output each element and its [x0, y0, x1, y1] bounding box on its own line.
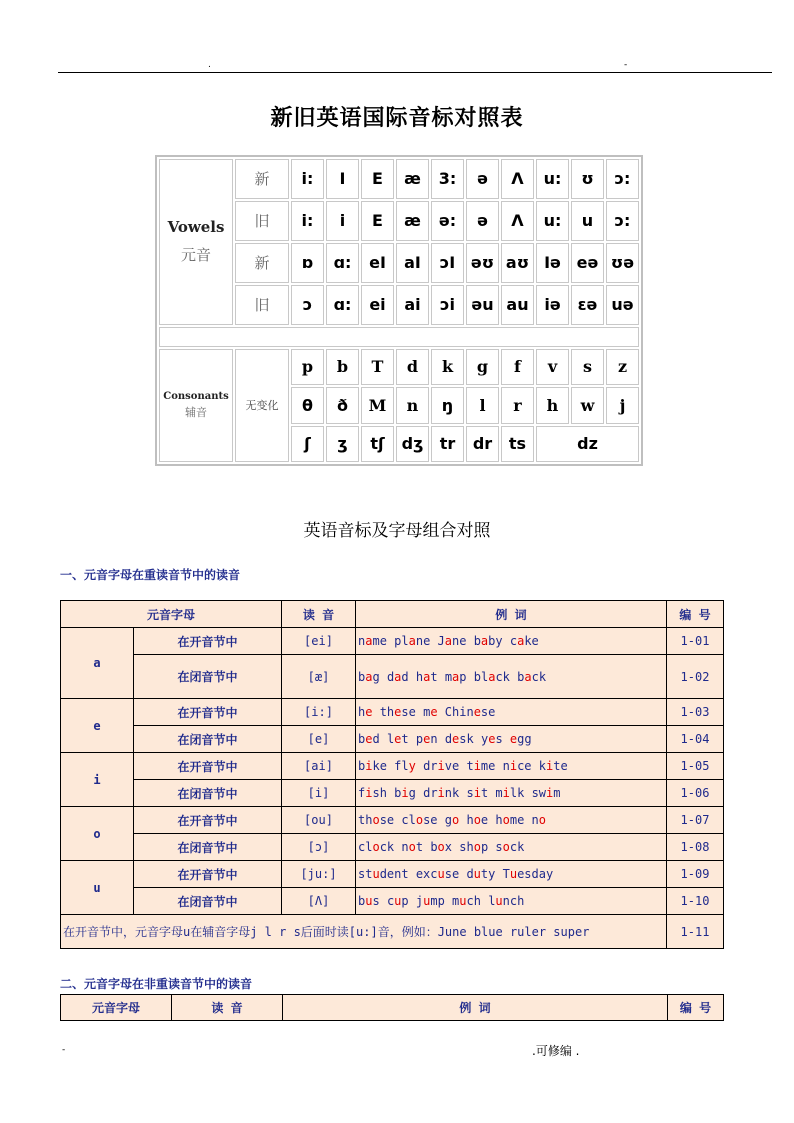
table-row: [61, 780, 724, 807]
example-word: home: [495, 813, 525, 827]
ipa-cell: au: [501, 285, 534, 325]
example-word: Tuesday: [502, 867, 554, 881]
example-word: nice: [502, 759, 532, 773]
example-word: bike: [358, 759, 387, 773]
ipa-cell: l: [466, 387, 499, 423]
example-word: fly: [394, 759, 416, 773]
highlighted-vowel: i: [473, 786, 481, 800]
syllable-condition: 在开音节中: [134, 628, 282, 655]
ipa-cell: əu: [466, 285, 499, 325]
example-word: sock: [495, 840, 525, 854]
table-row: [61, 807, 724, 834]
example-words: [356, 628, 667, 655]
col-header-phonetic: 读 音: [172, 995, 283, 1021]
highlighted-vowel: e: [473, 705, 481, 719]
highlighted-vowel: o: [502, 813, 510, 827]
ipa-cell: r: [501, 387, 534, 423]
syllable-condition: 在开音节中: [134, 861, 282, 888]
vowels-label-en: Vowels: [167, 218, 225, 237]
ipa-cell: ɑ:: [326, 285, 359, 325]
example-word: drive: [423, 759, 460, 773]
row-number: 1-05: [667, 753, 724, 780]
highlighted-vowel: u: [495, 894, 503, 908]
example-word: bed: [358, 732, 380, 746]
example-word: shop: [459, 840, 489, 854]
ipa-cell: 3:: [431, 159, 464, 199]
highlighted-vowel: a: [517, 634, 525, 648]
highlighted-vowel: i: [546, 786, 554, 800]
section-subtitle: 英语音标及字母组合对照: [303, 521, 491, 541]
highlighted-vowel: o: [473, 840, 481, 854]
ipa-cell: ei: [361, 285, 394, 325]
ipa-cell: ɔ:: [606, 159, 639, 199]
highlighted-vowel: e: [394, 705, 402, 719]
ipa-cell: iə: [536, 285, 569, 325]
table-row: [61, 726, 724, 753]
example-word: back: [517, 669, 547, 684]
highlighted-vowel: e: [488, 732, 496, 746]
highlighted-vowel: e: [430, 705, 438, 719]
highlighted-vowel: e: [394, 732, 402, 746]
table-header-row: [61, 995, 724, 1021]
example-word: student: [358, 867, 409, 881]
ipa-cell: dr: [466, 426, 499, 463]
table-row: [61, 861, 724, 888]
ipa-cell: u:: [536, 201, 569, 241]
example-word: cake: [509, 634, 539, 648]
example-word: fish: [358, 786, 387, 800]
syllable-condition: 在闭音节中: [134, 780, 282, 807]
example-word: he: [358, 705, 373, 719]
ipa-cell: eə: [571, 243, 604, 283]
ipa-cell: dʒ: [396, 426, 429, 463]
table-row: [61, 628, 724, 655]
highlighted-vowel: a: [524, 669, 532, 684]
highlighted-vowel: i: [365, 786, 373, 800]
ipa-cell: ʃ: [291, 426, 324, 463]
example-words: [356, 726, 667, 753]
example-words: [356, 753, 667, 780]
ipa-cell: aI: [396, 243, 429, 283]
phonetic-symbol: [Λ]: [282, 888, 356, 915]
ipa-cell: Λ: [501, 201, 534, 241]
highlighted-vowel: u: [509, 867, 518, 881]
vowel-letter: a: [61, 628, 134, 699]
ipa-cell: ɛə: [571, 285, 604, 325]
example-word: dad: [386, 669, 409, 684]
example-word: yes: [480, 732, 503, 746]
row-number: 1-03: [667, 699, 724, 726]
example-word: clock: [358, 840, 395, 854]
highlighted-vowel: a: [408, 634, 416, 648]
example-word: milk: [495, 786, 525, 800]
highlighted-vowel: e: [365, 732, 373, 746]
example-words: [356, 780, 667, 807]
highlighted-vowel: a: [480, 634, 489, 648]
example-word: desk: [444, 732, 474, 746]
vowel-letter: e: [61, 699, 134, 753]
ipa-cell: g: [466, 349, 499, 385]
vowel-letter: u: [61, 861, 134, 915]
example-word: go: [444, 813, 460, 827]
example-word: name: [358, 634, 387, 648]
old-label: 旧: [235, 201, 289, 241]
ipa-cell: æ: [396, 159, 429, 199]
ipa-cell: ʒ: [326, 426, 359, 463]
example-word: me: [423, 705, 438, 719]
highlighted-vowel: u: [473, 867, 481, 881]
note-cell: 在开音节中，元音字母u在辅音字母j l r s后面时读[u:]音，例如：June blue ruler super: [61, 915, 667, 949]
example-word: drink: [423, 786, 460, 800]
no-change-label: 无变化: [235, 349, 289, 462]
stressed-vowel-table: [60, 600, 724, 949]
highlighted-vowel: a: [365, 634, 373, 648]
ipa-cell: i: [326, 201, 359, 241]
table-header-row: [61, 601, 724, 628]
unstressed-vowel-table: [60, 994, 724, 1021]
ipa-cell: ə: [466, 201, 499, 241]
ipa-cell: ts: [501, 426, 534, 463]
example-word: pen: [415, 732, 438, 746]
table-row: [61, 834, 724, 861]
ipa-chart: [155, 155, 643, 466]
example-word: black: [473, 669, 510, 684]
highlighted-vowel: u: [372, 867, 380, 881]
ipa-cell: T: [361, 349, 394, 385]
example-word: egg: [509, 732, 532, 746]
ipa-cell: M: [361, 387, 394, 423]
table-row: [61, 699, 724, 726]
ipa-cell: θ: [291, 387, 324, 423]
highlighted-vowel: o: [372, 840, 380, 854]
ipa-cell: d: [396, 349, 429, 385]
example-words: [356, 888, 667, 915]
ipa-cell: I: [326, 159, 359, 199]
ipa-cell: s: [571, 349, 604, 385]
row-number: 1-01: [667, 628, 724, 655]
ipa-cell: Iə: [536, 243, 569, 283]
footer-left-mark: -: [62, 1045, 66, 1055]
phonetic-symbol: [ei]: [282, 628, 356, 655]
col-header-examples: 例 词: [356, 601, 667, 628]
ipa-cell: n: [396, 387, 429, 423]
row-number: 1-02: [667, 655, 724, 699]
example-word: these: [379, 705, 416, 719]
ipa-cell: tʃ: [361, 426, 394, 463]
example-word: hat: [415, 669, 438, 684]
highlighted-vowel: o: [408, 840, 416, 854]
ipa-cell: ʊə: [606, 243, 639, 283]
example-word: swim: [531, 786, 561, 800]
phonetic-symbol: [ou]: [282, 807, 356, 834]
ipa-cell: ə: [466, 159, 499, 199]
page-title: 新旧英语国际音标对照表: [270, 106, 524, 131]
highlighted-vowel: e: [452, 732, 460, 746]
ipa-cell: æ: [396, 201, 429, 241]
row-number: 1-08: [667, 834, 724, 861]
ipa-chart-table: [157, 157, 641, 464]
example-words: [356, 807, 667, 834]
highlighted-vowel: u: [423, 894, 431, 908]
example-word: close: [401, 813, 438, 827]
ipa-cell: ʊ: [571, 159, 604, 199]
ipa-cell: f: [501, 349, 534, 385]
header-left-mark: .: [208, 60, 211, 70]
row-number: 1-07: [667, 807, 724, 834]
highlighted-vowel: e: [423, 732, 431, 746]
highlighted-vowel: o: [502, 840, 510, 854]
col-header-number: 编 号: [667, 601, 724, 628]
syllable-condition: 在开音节中: [134, 753, 282, 780]
ipa-cell: ə:: [431, 201, 464, 241]
highlighted-vowel: u: [437, 867, 445, 881]
highlighted-vowel: e: [365, 705, 373, 719]
example-words: [356, 655, 667, 699]
syllable-condition: 在闭音节中: [134, 726, 282, 753]
phonetic-symbol: [i:]: [282, 699, 356, 726]
ipa-cell: i:: [291, 201, 324, 241]
example-word: map: [444, 669, 467, 684]
highlighted-vowel: o: [415, 813, 424, 827]
example-word: sit: [466, 786, 489, 800]
highlighted-vowel: i: [546, 759, 554, 773]
ipa-cell: E: [361, 159, 394, 199]
ipa-cell: əʊ: [466, 243, 499, 283]
ipa-cell: b: [326, 349, 359, 385]
col-header-phonetic: 读 音: [282, 601, 356, 628]
ipa-cell: eI: [361, 243, 394, 283]
ipa-cell: ai: [396, 285, 429, 325]
syllable-condition: 在闭音节中: [134, 888, 282, 915]
syllable-condition: 在开音节中: [134, 807, 282, 834]
ipa-cell: z: [606, 349, 639, 385]
example-word: no: [531, 813, 547, 827]
phonetic-symbol: [e]: [282, 726, 356, 753]
ipa-gap-cell: [159, 327, 639, 347]
ipa-cell: u: [571, 201, 604, 241]
col-header-letter: 元音字母: [61, 995, 172, 1021]
example-word: plane: [394, 634, 431, 648]
example-word: hoe: [466, 813, 489, 827]
highlighted-vowel: o: [538, 813, 547, 827]
consonant-row-1: [159, 349, 639, 385]
example-word: Jane: [437, 634, 467, 648]
table-body: [61, 628, 724, 915]
footer-text: .可修编 .: [532, 1044, 580, 1058]
vowel-letter: o: [61, 807, 134, 861]
section2-title: 二、元音字母在非重读音节中的读音: [60, 977, 253, 991]
vowel-row-1: [159, 159, 639, 199]
highlighted-vowel: y: [408, 759, 416, 773]
row-number: 1-04: [667, 726, 724, 753]
vowels-group-label: [159, 159, 233, 325]
highlighted-vowel: i: [401, 786, 409, 800]
highlighted-vowel: a: [452, 669, 460, 684]
highlighted-vowel: i: [437, 786, 445, 800]
note-number: 1-11: [667, 915, 724, 949]
example-word: excuse: [415, 867, 460, 881]
header-right-mark: -: [624, 60, 628, 70]
phonetic-symbol: [i]: [282, 780, 356, 807]
example-word: kite: [538, 759, 568, 773]
row-number: 1-06: [667, 780, 724, 807]
highlighted-vowel: i: [437, 759, 445, 773]
example-word: not: [401, 840, 424, 854]
ipa-cell: E: [361, 201, 394, 241]
highlighted-vowel: a: [365, 669, 373, 684]
new-label: 新: [235, 159, 289, 199]
ipa-cell: u:: [536, 159, 569, 199]
col-header-examples: 例 词: [283, 995, 668, 1021]
phonetic-symbol: [ai]: [282, 753, 356, 780]
example-word: box: [430, 840, 453, 854]
highlighted-vowel: a: [444, 634, 452, 648]
ipa-cell: j: [606, 387, 639, 423]
example-word: cup: [386, 894, 409, 908]
example-words: [356, 699, 667, 726]
highlighted-vowel: u: [365, 894, 373, 908]
col-header-letter: 元音字母: [61, 601, 282, 628]
ipa-cell: k: [431, 349, 464, 385]
table-row: [61, 753, 724, 780]
highlighted-vowel: u: [459, 894, 467, 908]
highlighted-vowel: a: [394, 669, 402, 684]
highlighted-vowel: i: [365, 759, 373, 773]
syllable-condition: 在闭音节中: [134, 655, 282, 699]
ipa-cell: ɒ: [291, 243, 324, 283]
syllable-condition: 在开音节中: [134, 699, 282, 726]
consonants-label-en: Consonants: [163, 390, 229, 402]
ipa-cell: i:: [291, 159, 324, 199]
highlighted-vowel: o: [451, 813, 460, 827]
ipa-cell: ɔ: [291, 285, 324, 325]
section1-title: 一、元音字母在重读音节中的读音: [60, 568, 241, 582]
ipa-cell: aʊ: [501, 243, 534, 283]
row-number: 1-09: [667, 861, 724, 888]
ipa-cell: ɔI: [431, 243, 464, 283]
syllable-condition: 在闭音节中: [134, 834, 282, 861]
example-word: much: [452, 894, 481, 908]
vowel-letter: i: [61, 753, 134, 807]
example-words: [356, 834, 667, 861]
highlighted-vowel: i: [473, 759, 481, 773]
ipa-cell: ð: [326, 387, 359, 423]
ipa-cell: ɑ:: [326, 243, 359, 283]
example-words: [356, 861, 667, 888]
page-header: [58, 60, 772, 73]
example-word: lunch: [488, 894, 525, 908]
ipa-cell: w: [571, 387, 604, 423]
phonetic-symbol: [ju:]: [282, 861, 356, 888]
example-word: time: [466, 759, 496, 773]
consonants-group-label: [159, 349, 233, 462]
ipa-cell: v: [536, 349, 569, 385]
highlighted-vowel: u: [394, 894, 402, 908]
old-label: 旧: [235, 285, 289, 325]
highlighted-vowel: o: [473, 813, 481, 827]
highlighted-vowel: e: [509, 732, 518, 746]
highlighted-vowel: a: [423, 669, 431, 684]
example-word: duty: [466, 867, 496, 881]
example-word: let: [386, 732, 409, 746]
example-word: big: [394, 786, 416, 800]
highlighted-vowel: o: [437, 840, 445, 854]
ipa-cell: ɔ:: [606, 201, 639, 241]
ipa-cell: tr: [431, 426, 464, 463]
ipa-cell: uə: [606, 285, 639, 325]
example-word: bag: [358, 669, 380, 684]
ipa-cell: h: [536, 387, 569, 423]
table-row: [61, 888, 724, 915]
highlighted-vowel: i: [509, 759, 518, 773]
ipa-cell: p: [291, 349, 324, 385]
example-word: bus: [358, 894, 380, 908]
vowels-label-zh: 元音: [180, 246, 211, 265]
phonetic-symbol: [æ]: [282, 655, 356, 699]
example-word: jump: [415, 894, 445, 908]
table-row: [61, 655, 724, 699]
ipa-cell: ɔi: [431, 285, 464, 325]
ipa-cell: ŋ: [431, 387, 464, 423]
ipa-cell: dz: [536, 426, 639, 463]
highlighted-vowel: i: [502, 786, 510, 800]
ipa-cell: Λ: [501, 159, 534, 199]
col-header-number: 编 号: [668, 995, 724, 1021]
phonetic-symbol: [ɔ]: [282, 834, 356, 861]
example-word: baby: [473, 634, 503, 648]
row-number: 1-10: [667, 888, 724, 915]
new-label: 新: [235, 243, 289, 283]
example-word: Chinese: [444, 705, 496, 719]
consonants-label-zh: 辅音: [185, 405, 207, 419]
highlighted-vowel: o: [372, 813, 380, 827]
table-note-row: [61, 915, 724, 949]
example-word: those: [358, 813, 395, 827]
ipa-gap-row: [159, 327, 639, 347]
highlighted-vowel: a: [488, 669, 496, 684]
